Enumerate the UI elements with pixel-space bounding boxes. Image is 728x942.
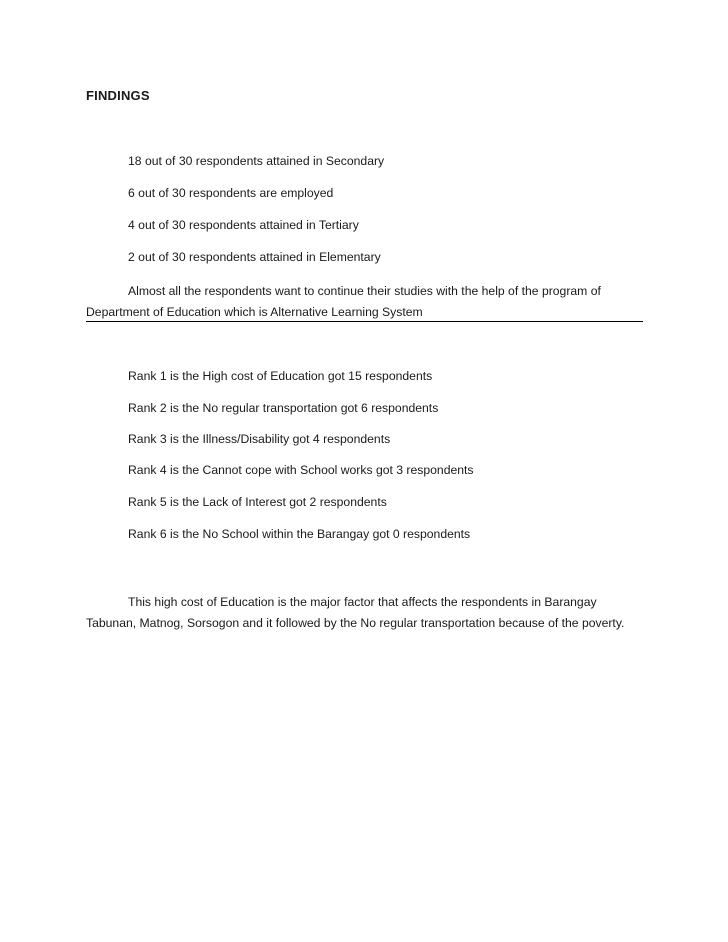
rank-line: Rank 1 is the High cost of Education got 15 respondents — [128, 369, 433, 383]
findings-heading: FINDINGS — [86, 88, 150, 103]
finding-line: 2 out of 30 respondents attained in Elementary — [128, 250, 381, 264]
rank-line: Rank 6 is the No School within the Barangay got 0 respondents — [128, 527, 471, 541]
rank-line: Rank 3 is the Illness/Disability got 4 respondents — [128, 432, 391, 446]
rank-line: Rank 2 is the No regular transportation got 6 respondents — [128, 401, 439, 415]
conclusion-paragraph: This high cost of Education is the major factor that affects the respondents in Barangay Tabunan, Matnog, Sorsogon and it followed by the No regular transportation because of the poverty. — [86, 595, 625, 630]
finding-line: 4 out of 30 respondents attained in Tertiary — [128, 218, 359, 232]
rank-line: Rank 4 is the Cannot cope with School works got 3 respondents — [128, 463, 474, 477]
continue-studies-paragraph: Almost all the respondents want to continue their studies with the help of the program of Department of Education which is Alternative Learning System — [86, 284, 601, 319]
horizontal-rule — [86, 321, 643, 322]
finding-line: 18 out of 30 respondents attained in Secondary — [128, 154, 385, 168]
finding-line: 6 out of 30 respondents are employed — [128, 186, 334, 200]
rank-line: Rank 5 is the Lack of Interest got 2 respondents — [128, 495, 387, 509]
